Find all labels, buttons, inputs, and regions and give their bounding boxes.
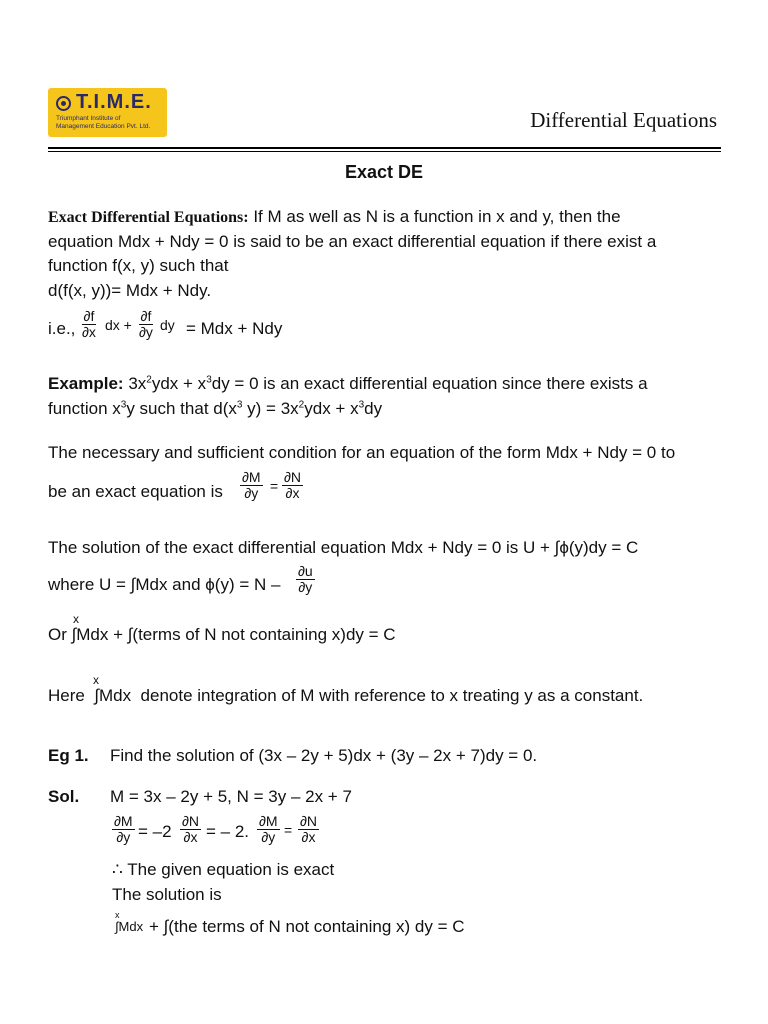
definition-line-2: equation Mdx + Ndy = 0 is said to be an exact differential equation if there exist a xyxy=(48,232,657,251)
solution-is-line: The solution is xyxy=(112,885,222,904)
example-label: Example: xyxy=(48,374,124,393)
definition-line-3: function f(x, y) such that xyxy=(48,256,229,275)
sol-dn-dx-fraction: $\frac{\partial N}{\partial x}$ xyxy=(182,813,200,845)
or-line: Or ∫Mdx + ∫(terms of N not containing x)dy = C xyxy=(48,625,396,644)
definition-line-4: d(f(x, y))= Mdx + Ndy. xyxy=(48,281,212,300)
sol-equals: = xyxy=(284,822,293,838)
logo-subtitle-2: Management Education Pvt. Ltd. xyxy=(56,123,151,130)
header-rule-thin xyxy=(48,151,721,152)
solution-line-2: where U = ∫Mdx and ϕ(y) = N – xyxy=(48,575,281,594)
sol-label: Sol. xyxy=(48,787,80,806)
condition-line-2: be an exact equation is xyxy=(48,482,223,501)
therefore-line: ∴ The given equation is exact xyxy=(112,860,335,879)
sol-equals-minus-2-b: = – 2. xyxy=(206,822,250,841)
here-integral-limit: x xyxy=(93,673,99,687)
sol-dm-dy-fraction-2: $\frac{\partial M}{\partial y}$ xyxy=(259,813,278,845)
time-logo xyxy=(48,88,167,137)
definition-line-1-text: If M as well as N is a function in x and y, then the xyxy=(248,207,621,226)
df-dx-fraction: $\frac{\partial f}{\partial x}$ xyxy=(82,308,96,340)
dn-dx-fraction: $\frac{\partial N}{\partial x}$ xyxy=(284,469,302,501)
solution-line-1: The solution of the exact differential equation Mdx + Ndy = 0 is U + ∫ϕ(y)dy = C xyxy=(48,538,639,557)
final-line: + ∫(the terms of N not containing x) dy = C xyxy=(149,917,465,936)
eg1-question: Find the solution of (3x – 2y + 5)dx + (3y – 2x + 7)dy = 0. xyxy=(110,746,538,765)
here-line: Here ∫Mdx denote integration of M with reference to x treating y as a constant. xyxy=(48,686,644,705)
sol-dm-dy-fraction: $\frac{\partial M}{\partial y}$ xyxy=(114,813,133,845)
final-mdx: ∫Mdx xyxy=(115,919,144,934)
df-dy-fraction: $\frac{\partial f}{\partial y}$ xyxy=(139,308,153,340)
example-line-1: Example: $3x^2ydx + x^3dy = 0$ is an exact differential equation since there exists a xyxy=(48,374,648,393)
example-line-2: function $x^3y$ such that $d(x^3$ $y) = 3x^2ydx + x^3dy$ xyxy=(48,399,383,418)
sol-equals-minus-2-a: = –2 xyxy=(138,822,172,841)
logo-emblem-icon xyxy=(56,96,71,111)
ie-label: i.e., xyxy=(48,319,76,338)
sol-dn-dx-fraction-2: $\frac{\partial N}{\partial x}$ xyxy=(300,813,318,845)
final-integral-limit: x xyxy=(115,910,120,920)
header-title: Differential Equations xyxy=(530,108,717,132)
here-mdx: ∫Mdx xyxy=(94,686,132,705)
definition-term: Exact Differential Equations: xyxy=(48,209,249,226)
header-rule xyxy=(48,147,721,149)
ie-rhs: = Mdx + Ndy xyxy=(186,319,283,338)
or-integral-limit: x xyxy=(73,612,79,626)
ie-dx-term: dx + xyxy=(105,317,132,333)
equals-sign: = xyxy=(270,478,279,494)
logo-brand: T.I.M.E. xyxy=(76,91,152,113)
definition-line-1 xyxy=(48,207,621,228)
du-dy-fraction: $\frac{\partial u}{\partial y}$ xyxy=(298,563,313,595)
logo-subtitle-1: Triumphant Institute of xyxy=(56,115,121,122)
sol-line-1: M = 3x – 2y + 5, N = 3y – 2x + 7 xyxy=(110,787,352,806)
eg1-label: Eg 1. xyxy=(48,746,89,765)
dm-dy-fraction: $\frac{\partial M}{\partial y}$ xyxy=(242,469,261,501)
condition-line-1: The necessary and sufficient condition for an equation of the form Mdx + Ndy = 0 to xyxy=(48,443,676,462)
ie-dy-term: dy xyxy=(160,317,175,333)
page-heading: Exact DE xyxy=(344,162,424,182)
